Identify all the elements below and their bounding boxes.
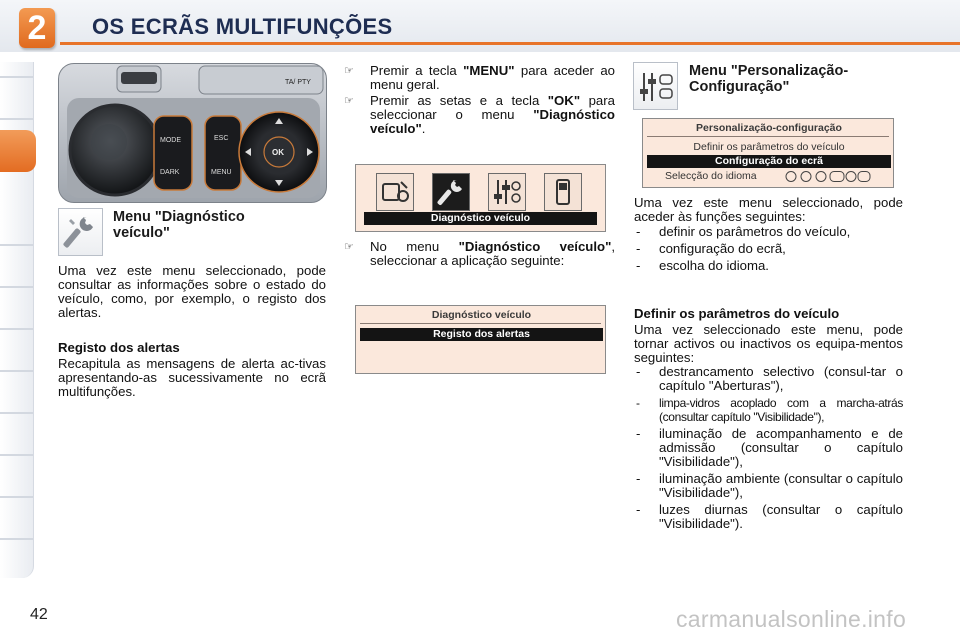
main-menu-screen (355, 164, 606, 232)
personalization-menu-icon-box (633, 62, 678, 110)
page-number: 42 (30, 606, 48, 623)
diagnostic-screen (355, 305, 606, 374)
control-panel-illustration (59, 64, 327, 203)
tab-divider (0, 496, 33, 498)
heading-line: Menu "Diagnóstico (113, 209, 245, 225)
wrench-icon (59, 209, 102, 255)
screen-menu-item: Selecção do idioma (665, 170, 757, 182)
svg-text:MENU: MENU (211, 169, 232, 176)
chapter-badge: 2 (19, 8, 55, 48)
vehicle-params-intro: Uma vez seleccionado este menu, pode tornar activos ou inactivos os equipa-mentos seguintes: (634, 322, 903, 365)
personalization-functions-list (634, 225, 903, 276)
list-item: - definir os parâmetros do veículo, (634, 225, 903, 239)
screen-divider (647, 136, 889, 137)
active-chapter-tab[interactable] (0, 130, 36, 172)
tab-divider (0, 454, 33, 456)
svg-text:DARK: DARK (160, 169, 180, 176)
sliders-icon (634, 63, 677, 109)
tile-personalization (488, 173, 526, 211)
screen-selected-item: Configuração do ecrã (647, 155, 891, 168)
diagnostic-menu-label: "Diagnóstico veículo" (370, 107, 615, 136)
menu-key-label: "MENU" (463, 63, 515, 78)
tab-divider (0, 286, 33, 288)
registo-alertas-text: Recapitula as mensagens de alerta ac-tivas apresentando-as sucessivamente no ecrã multifunções. (58, 356, 326, 399)
tab-divider (0, 370, 33, 372)
screen-selected-item: Registo dos alertas (360, 328, 603, 341)
list-item: - iluminação ambiente (consultar o capítulo "Visibilidade"), (634, 472, 903, 500)
heading-line: veículo" (113, 225, 170, 241)
screen-title: Personalização-configuração (696, 122, 842, 134)
mobile-phone-icon (545, 174, 581, 210)
personalization-intro-text: Uma vez este menu seleccionado, pode aceder às funções seguintes: (634, 195, 903, 224)
tab-divider (0, 538, 33, 540)
list-item: - iluminação de acompanhamento e de admissão (consultar o capítulo "Visibilidade"), (634, 427, 903, 469)
svg-text:TA/ PTY: TA/ PTY (285, 79, 311, 86)
control-panel-photo (58, 63, 327, 203)
tab-divider (0, 118, 33, 120)
registo-alertas-title: Registo dos alertas (58, 340, 180, 355)
header-rule (60, 42, 960, 45)
svg-text:ESC: ESC (214, 135, 229, 142)
personalization-menu-heading (689, 63, 919, 95)
tile-audio (376, 173, 414, 211)
wrench-icon (433, 174, 469, 210)
svg-text:MODE: MODE (160, 137, 181, 144)
step-menu-key: ☞ Premir a tecla "MENU" para aceder ao menu geral. (344, 63, 615, 92)
svg-text:OK: OK (272, 148, 284, 157)
tab-divider (0, 76, 33, 78)
step-select-diagnostic: ☞ Premir as setas e a tecla "OK" para seleccionar o menu "Diagnóstico veículo". (344, 93, 615, 136)
list-item: - configuração do ecrã, (634, 242, 903, 256)
step-select-application: ☞ No menu "Diagnóstico veículo", seleccionar a aplicação seguinte: (344, 239, 615, 268)
list-item: - escolha do idioma. (634, 259, 903, 273)
tab-divider (0, 412, 33, 414)
screen-divider (360, 323, 601, 324)
tile-telephone (544, 173, 582, 211)
screen-title: Diagnóstico veículo (431, 309, 532, 321)
diagnostic-menu-label: "Diagnóstico veículo" (458, 239, 612, 254)
list-item: - destrancamento selectivo (consul-tar o capítulo "Aberturas"), (634, 365, 903, 393)
list-item: - luzes diurnas (consultar o capítulo "Visibilidade"). (634, 503, 903, 531)
tile-diagnostic-selected (432, 173, 470, 211)
language-flag-icons (785, 170, 871, 183)
sliders-icon (489, 174, 525, 210)
screen-menu-item: Definir os parâmetros do veículo (693, 141, 845, 153)
list-item: - limpa-vidros acoplado com a marcha-atrás (consultar capítulo "Visibilidade"), (634, 396, 903, 424)
diagnostic-intro-text: Uma vez este menu seleccionado, pode consultar as informações sobre o estado do veículo, como, por exemplo, o registo dos alertas. (58, 263, 326, 320)
screen-selected-menu-label: Diagnóstico veículo (364, 212, 597, 225)
watermark: carmanualsonline.info (676, 606, 907, 632)
diagnostic-menu-heading (113, 209, 313, 241)
ok-key-label: "OK" (547, 93, 581, 108)
tab-divider (0, 328, 33, 330)
personalization-screen (642, 118, 894, 188)
vehicle-params-title: Definir os parâmetros do veículo (634, 306, 840, 321)
tab-divider (0, 244, 33, 246)
hand-pointer-icon: ☞ (344, 241, 354, 253)
page-title: OS ECRÃS MULTIFUNÇÕES (92, 14, 393, 39)
heading-line: Configuração" (689, 79, 790, 95)
heading-line: Menu "Personalização- (689, 63, 849, 79)
hand-pointer-icon: ☞ (344, 95, 354, 107)
diagnostic-menu-icon-box (58, 208, 103, 256)
hand-pointer-icon: ☞ (344, 65, 354, 77)
vehicle-params-list (634, 365, 903, 534)
audio-settings-icon (377, 174, 413, 210)
